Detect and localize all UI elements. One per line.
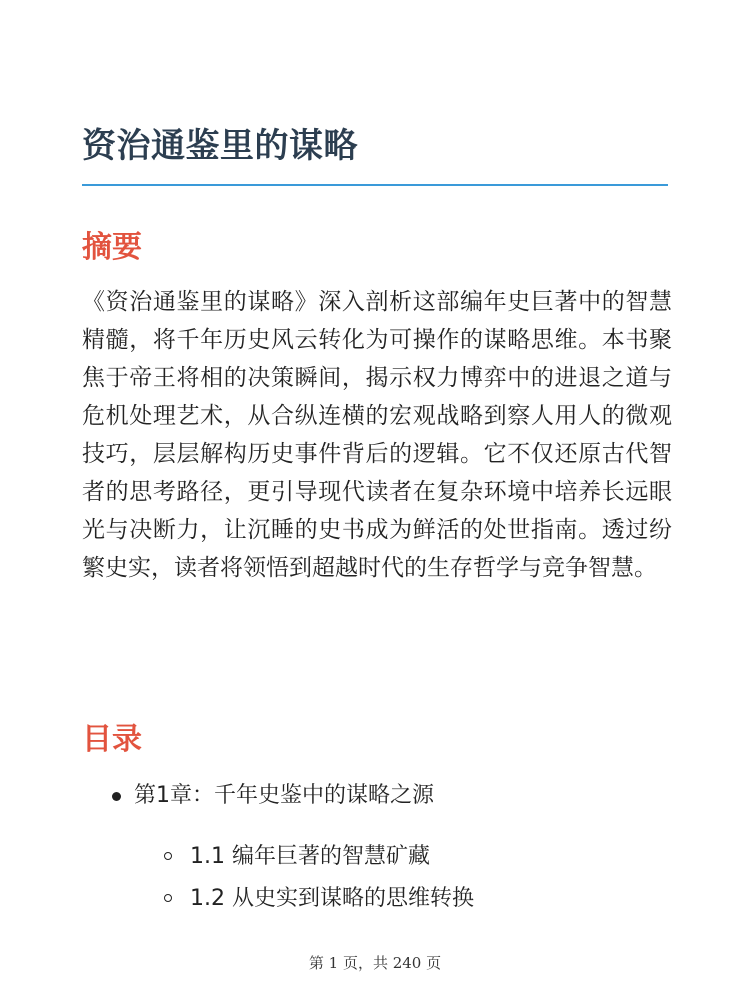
abstract-body: 《资治通鉴里的谋略》深入剖析这部编年史巨著中的智慧精髓，将千年历史风云转化为可操作的谋略思维。本书聚焦于帝王将相的决策瞬间，揭示权力博弈中的进退之道与危机处理艺术，从合纵连横的宏观战略到察人用人的微观技巧，层层解构历史事件背后的逻辑。它不仅还原古代智者的思考路径，更引导现代读者在复杂环境中培养长远眼光与决断力，让沉睡的史书成为鲜活的处世指南。透过纷繁史实，读者将领悟到超越时代的生存哲学与竞争智慧。 bbox=[82, 289, 672, 581]
toc-section-label: 1.1 编年巨著的智慧矿藏 bbox=[190, 844, 430, 869]
toc-chapter-label: 第1章：千年史鉴中的谋略之源 bbox=[134, 783, 434, 808]
document-title: 资治通鉴里的谋略 bbox=[82, 126, 358, 166]
toc-heading: 目录 bbox=[82, 722, 142, 757]
page-number-footer: 第 1 页，共 240 页 bbox=[308, 954, 442, 972]
toc-list bbox=[82, 778, 668, 920]
bullet-circle-icon bbox=[164, 852, 172, 860]
toc-section-item[interactable] bbox=[134, 878, 668, 920]
bullet-disc-icon bbox=[112, 792, 121, 801]
toc-sub-list bbox=[134, 836, 668, 920]
bullet-circle-icon bbox=[164, 894, 172, 902]
toc-section-label: 1.2 从史实到谋略的思维转换 bbox=[190, 886, 474, 911]
toc-section-item[interactable] bbox=[134, 836, 668, 878]
title-divider bbox=[82, 184, 668, 186]
abstract-heading: 摘要 bbox=[82, 230, 142, 265]
toc-chapter-item[interactable] bbox=[82, 778, 668, 920]
